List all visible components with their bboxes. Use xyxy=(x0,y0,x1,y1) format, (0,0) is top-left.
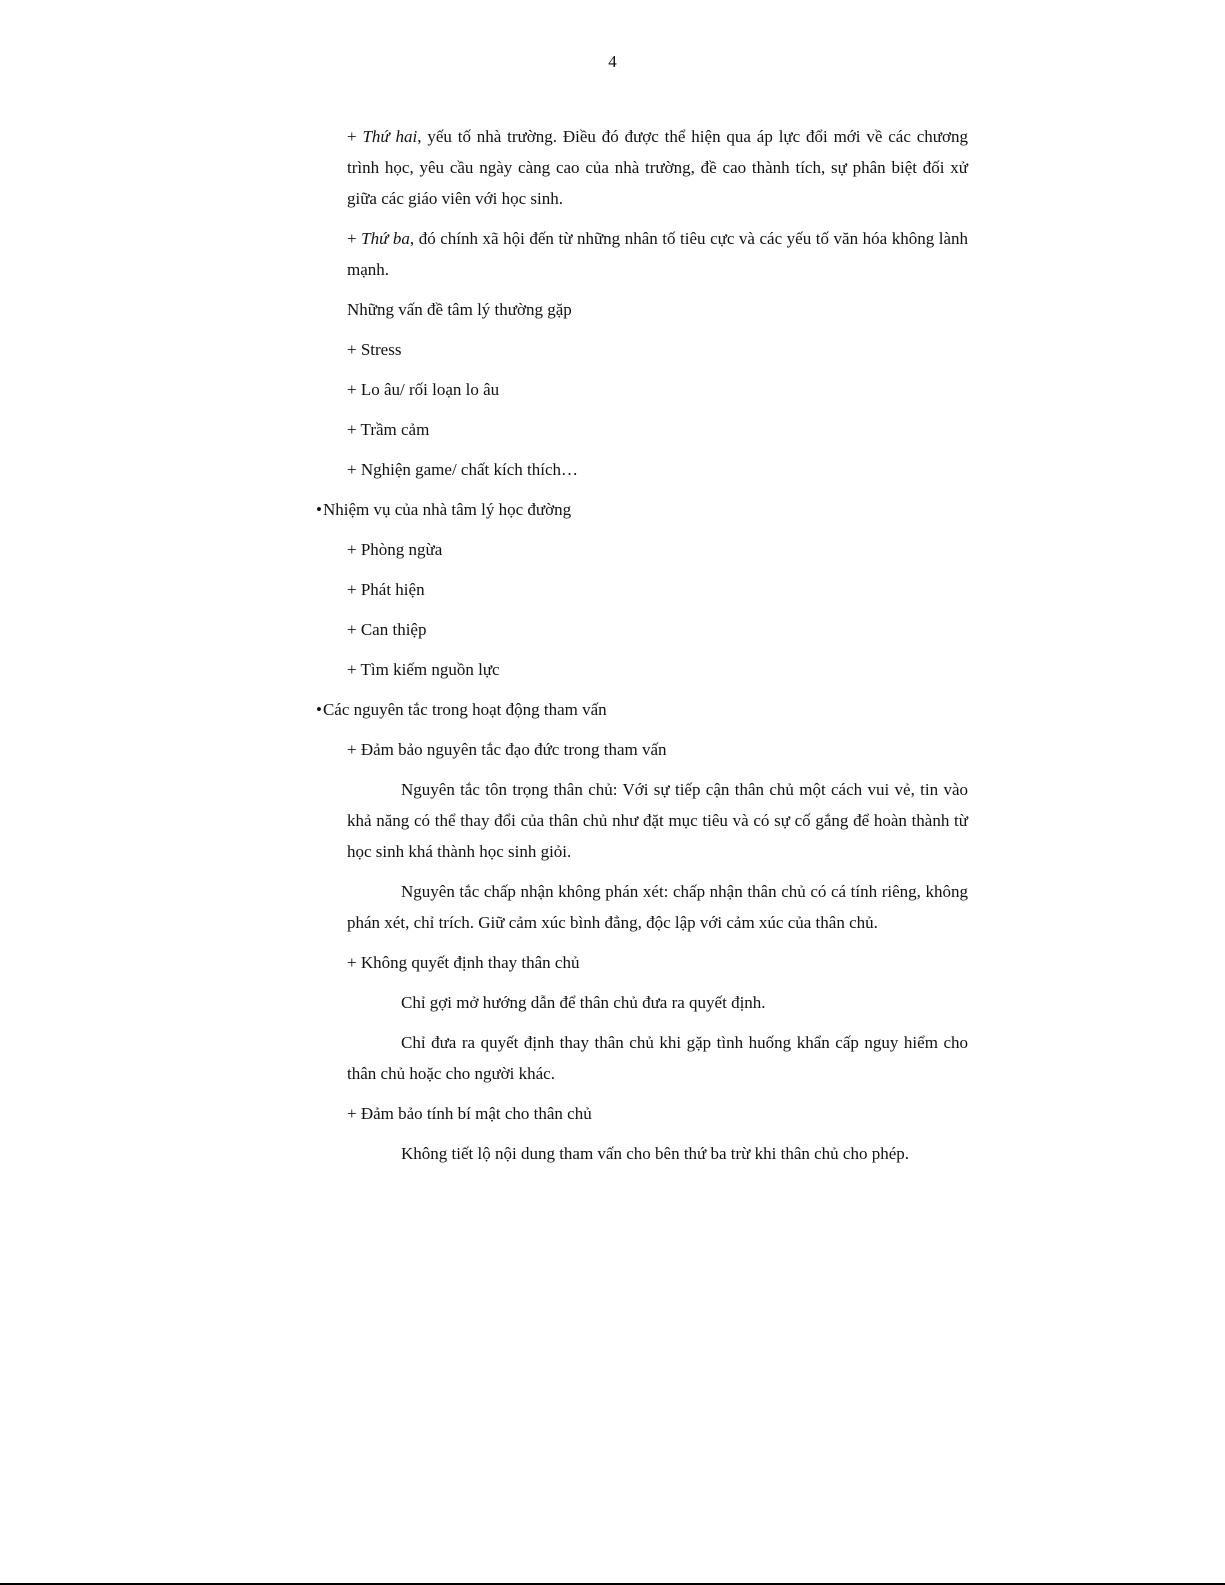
paragraph-lead: + xyxy=(347,229,362,248)
list-item-ethics: + Đảm bảo nguyên tắc đạo đức trong tham vấn xyxy=(347,740,667,759)
page-number: 4 xyxy=(608,52,617,71)
list-item-detection: + Phát hiện xyxy=(347,580,425,599)
paragraph-school-factor xyxy=(347,121,968,214)
paragraph-no-disclosure: Không tiết lộ nội dung tham vấn cho bên thứ ba trừ khi thân chủ cho phép. xyxy=(401,1144,910,1163)
paragraph-respect-principle: Nguyên tắc tôn trọng thân chủ: Với sự tiếp cận thân chủ một cách vui vẻ, tin vào khả năng có thể thay đổi của thân chủ như đặt mục tiêu và có sự cố gắng để hoàn thành từ học sinh khá thành học sinh giỏi. xyxy=(347,780,968,861)
paragraph-emergency-decision: Chỉ đưa ra quyết định thay thân chủ khi gặp tình huống khẩn cấp nguy hiểm cho thân chủ hoặc cho người khác. xyxy=(347,1033,968,1083)
paragraph-acceptance-principle: Nguyên tắc chấp nhận không phán xét: chấp nhận thân chủ có cá tính riêng, không phán xét, chỉ trích. Giữ cảm xúc bình đẳng, độc lập với cảm xúc của thân chủ. xyxy=(347,882,968,932)
list-item-anxiety: + Lo âu/ rối loạn lo âu xyxy=(347,380,500,399)
list-item-no-decision: + Không quyết định thay thân chủ xyxy=(347,953,580,972)
paragraph-suggest-only: Chỉ gợi mở hướng dẫn để thân chủ đưa ra quyết định. xyxy=(401,993,766,1012)
bullet-heading-principles xyxy=(316,694,968,725)
bullet-icon: • xyxy=(316,500,322,519)
paragraph-lead: + xyxy=(347,127,363,146)
list-item-resources: + Tìm kiếm nguồn lực xyxy=(347,660,500,679)
list-item-confidentiality: + Đảm bảo tính bí mật cho thân chủ xyxy=(347,1104,592,1123)
italic-term: Thứ hai xyxy=(362,127,418,146)
document-body xyxy=(316,121,968,1178)
list-item-intervention: + Can thiệp xyxy=(347,620,427,639)
italic-term: Thứ ba xyxy=(361,229,410,248)
list-item-depression: + Trầm cảm xyxy=(347,420,430,439)
bullet-icon: • xyxy=(316,700,322,719)
bullet-text: Nhiệm vụ của nhà tâm lý học đường xyxy=(322,500,572,519)
list-item-prevention: + Phòng ngừa xyxy=(347,540,443,559)
list-item-stress: + Stress xyxy=(347,340,402,359)
bullet-text: Các nguyên tắc trong hoạt động tham vấn xyxy=(322,700,607,719)
bullet-heading-tasks xyxy=(316,494,968,525)
heading-common-issues: Những vấn đề tâm lý thường gặp xyxy=(347,300,572,319)
paragraph-text: , đó chính xã hội đến từ những nhân tố tiêu cực và các yếu tố văn hóa không lành mạnh. xyxy=(347,229,968,279)
paragraph-text: , yếu tố nhà trường. Điều đó được thể hiện qua áp lực đổi mới về các chương trình học, yêu cầu ngày càng cao của nhà trường, đề cao thành tích, sự phân biệt đối xử giữa các giáo viên với học sinh. xyxy=(347,127,968,208)
paragraph-society-factor xyxy=(347,223,968,285)
list-item-addiction: + Nghiện game/ chất kích thích… xyxy=(347,460,578,479)
